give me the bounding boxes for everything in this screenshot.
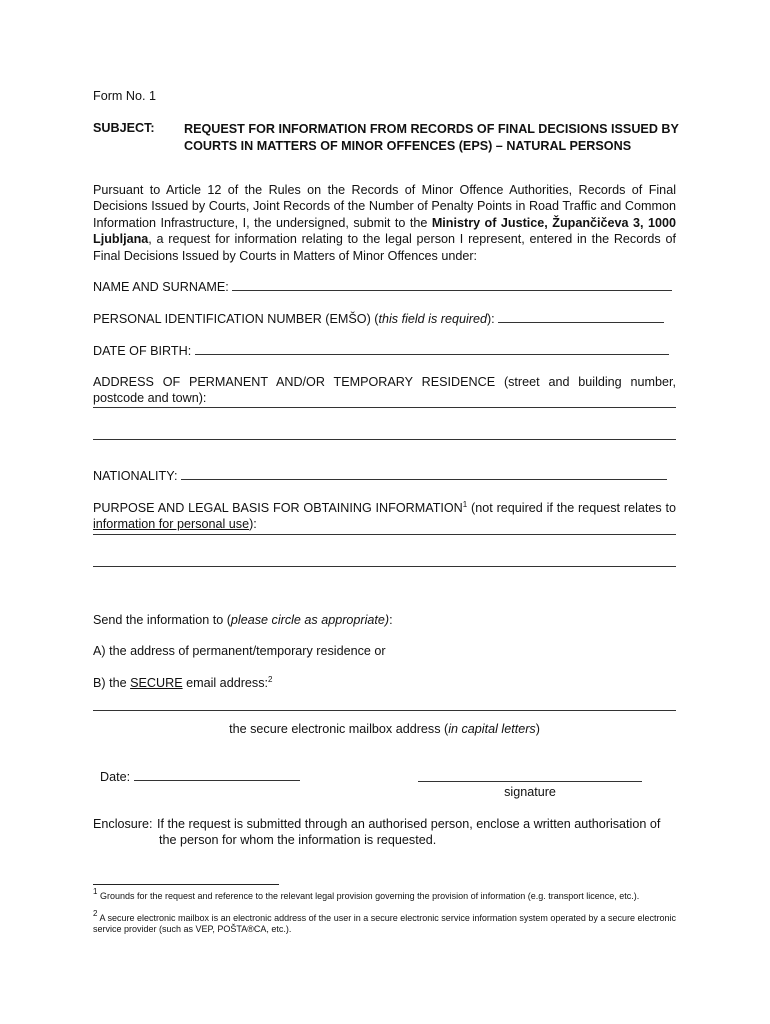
name-row: [93, 279, 676, 295]
send-intro: [93, 612, 676, 628]
dob-label: DATE OF BIRTH:: [93, 344, 192, 358]
footnote-2-text: A secure electronic mailbox is an electronic address of the user in a secure electronic service information system operated by a secure electronic service provider (such as VEP, POŠTA®CA, etc.).: [93, 913, 676, 934]
dob-field[interactable]: [195, 343, 669, 355]
pin-field[interactable]: [498, 311, 664, 323]
address-label: ADDRESS OF PERMANENT AND/OR TEMPORARY RESIDENCE (street and building number, postcode and town):: [93, 375, 676, 406]
footnote-1-number: 1: [93, 887, 98, 896]
signature-field[interactable]: [418, 781, 642, 782]
enclosure-text-line1: If the request is submitted through an authorised person, enclose a written authorisation of: [157, 817, 661, 831]
mailbox-caption-note: in capital letters: [448, 722, 536, 736]
nationality-row: [93, 468, 676, 484]
pin-required-note: this field is required: [378, 312, 487, 326]
name-label: NAME AND SURNAME:: [93, 280, 229, 294]
subject-label: SUBJECT:: [93, 121, 155, 135]
pin-label: PERSONAL IDENTIFICATION NUMBER (EMŠO) (: [93, 312, 379, 326]
footnote-divider: [93, 884, 279, 885]
date-row: [100, 769, 320, 785]
intro-text-part1: Pursuant to Article 12 of the Rules on the Records of Minor Offence Authorities, Records of Final Decisions Issued by Courts, Joint Records of the Number of Penalty Points in Road Traffic and Common Information Infrastructure, I, the undersigned, submit to the: [93, 183, 676, 230]
form-number: Form No. 1: [93, 89, 156, 103]
intro-ministry-address: Ministry of Justice, Župančičeva 3, 1000 Ljubljana: [93, 215, 676, 247]
footnote-1: [93, 887, 676, 902]
nationality-label: NATIONALITY:: [93, 469, 178, 483]
option-b[interactable]: [93, 675, 676, 691]
footnote-2: [93, 909, 676, 935]
send-intro-text: Send the information to (: [93, 613, 231, 627]
purpose-label: [93, 500, 676, 533]
date-label: Date:: [100, 770, 131, 784]
subject-text: REQUEST FOR INFORMATION FROM RECORDS OF FINAL DECISIONS ISSUED BY COURTS IN MATTERS OF MINOR OFFENCES (EPS) – NATURAL PERSONS: [184, 122, 679, 153]
option-b-secure: SECURE: [130, 676, 183, 690]
footnote-2-number: 2: [93, 909, 98, 918]
mailbox-caption: [93, 721, 676, 737]
dob-row: [93, 343, 676, 359]
option-b-post: email address:: [182, 676, 268, 690]
option-a[interactable]: A) the address of permanent/temporary residence or: [93, 644, 386, 658]
intro-paragraph: [93, 182, 676, 264]
date-field[interactable]: [134, 769, 300, 781]
pin-label-end: ):: [486, 312, 495, 326]
address-field-line1[interactable]: [93, 406, 676, 408]
send-intro-note: please circle as appropriate): [230, 613, 390, 627]
purpose-field-line2[interactable]: [93, 565, 676, 567]
enclosure-text-line2: the person for whom the information is requested.: [159, 833, 437, 847]
personal-use-link: information for personal use: [93, 517, 250, 532]
mailbox-caption-pre: the secure electronic mailbox address (: [229, 722, 449, 736]
mailbox-field[interactable]: [93, 709, 676, 711]
pin-row: [93, 311, 676, 327]
intro-text-part2: , a request for information relating to the legal person I represent, entered in the Records of Final Decisions Issued by Courts in Matters of Minor Offences under:: [93, 232, 676, 263]
footnote-1-text: Grounds for the request and reference to the relevant legal provision governing the provision of information (e.g. transport licence, etc.).: [97, 891, 640, 901]
address-field-line2[interactable]: [93, 438, 676, 440]
mailbox-caption-end: ): [535, 722, 540, 736]
footnote-ref-2: 2: [268, 675, 273, 684]
purpose-field-line1[interactable]: [93, 533, 676, 535]
nationality-field[interactable]: [181, 468, 667, 480]
footnote-ref-1: 1: [462, 500, 468, 509]
purpose-rest: (not required if the request relates to: [467, 501, 676, 515]
name-field[interactable]: [232, 279, 672, 291]
signature-label: signature: [504, 785, 556, 799]
purpose-end: ):: [249, 517, 257, 532]
enclosure-label: Enclosure:: [93, 817, 153, 831]
purpose-text: PURPOSE AND LEGAL BASIS FOR OBTAINING INFORMATION: [93, 501, 463, 515]
send-intro-end: :: [389, 613, 393, 627]
option-b-pre: B) the: [93, 676, 131, 690]
